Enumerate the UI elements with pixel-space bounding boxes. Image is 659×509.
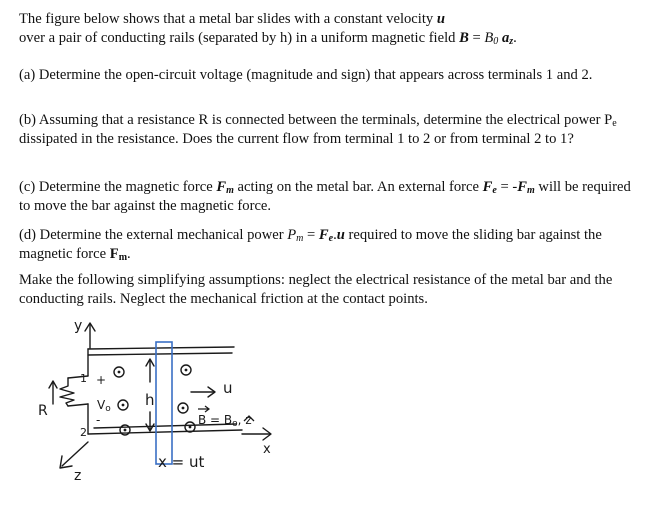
field-equation-subscript: o bbox=[232, 419, 238, 429]
field-dot-center-4 bbox=[185, 369, 188, 372]
field-magnitude-subscript: 0 bbox=[493, 36, 499, 47]
part-b-text-1: (b) Assuming that a resistance R is connected between the terminals, determine the electrical power P bbox=[19, 112, 613, 128]
part-c-paragraph bbox=[19, 178, 644, 216]
z-axis-label: z bbox=[74, 468, 82, 484]
field-dot-center-5 bbox=[182, 407, 185, 410]
field-symbol: B bbox=[459, 30, 469, 46]
field-dot-center-6 bbox=[189, 426, 192, 429]
dot-product: . bbox=[333, 227, 337, 243]
field-dot-center-2 bbox=[122, 404, 125, 407]
velocity-symbol-d: u bbox=[336, 227, 345, 243]
resistor-label: R bbox=[38, 403, 48, 419]
intro-period: . bbox=[513, 30, 517, 46]
part-d-equals: = bbox=[303, 227, 319, 243]
top-rail-outer bbox=[88, 347, 234, 349]
field-equation-comma: , bbox=[237, 413, 246, 427]
sliding-bar-figure bbox=[18, 312, 288, 502]
magnetic-force-subscript: m bbox=[226, 185, 234, 196]
terminal-2-label: 2 bbox=[80, 426, 87, 439]
part-b-paragraph bbox=[19, 111, 644, 149]
magnetic-force-symbol-d: F bbox=[109, 246, 119, 262]
top-rail-inner bbox=[88, 353, 232, 355]
field-dot-center-3 bbox=[124, 429, 127, 432]
external-force-subscript: e bbox=[492, 185, 497, 196]
part-a-text: (a) Determine the open-circuit voltage (magnitude and sign) that appears across terminals 1 and 2. bbox=[19, 67, 593, 83]
intro-text-2: over a pair of conducting rails (separated by h) in a uniform magnetic field bbox=[19, 30, 460, 46]
external-force-symbol: F bbox=[482, 179, 493, 195]
intro-equals: = bbox=[468, 30, 485, 46]
mech-power-subscript: m bbox=[296, 233, 304, 244]
part-c-text-1: (c) Determine the magnetic force bbox=[19, 179, 217, 195]
figure-svg bbox=[18, 312, 288, 502]
magnetic-force-subscript-d: m bbox=[118, 252, 128, 263]
power-subscript: e bbox=[612, 118, 617, 129]
field-equation-label bbox=[198, 413, 252, 429]
mech-power-symbol: P bbox=[287, 227, 297, 243]
part-d-text-2: required to move the sliding bar against the magnetic force bbox=[19, 227, 602, 262]
terminal-1-label: 1 bbox=[80, 372, 87, 385]
part-b-text-2: dissipated in the resistance. Does the current flow from terminal 1 to 2 or from terminal 2 to 1? bbox=[19, 131, 574, 147]
field-direction-label: z bbox=[245, 413, 252, 427]
voltage-label bbox=[97, 398, 111, 414]
sliding-metal-bar bbox=[156, 342, 172, 464]
terminal-2-lead bbox=[68, 404, 88, 406]
assumptions-text: Make the following simplifying assumptions: neglect the electrical resistance of the metal bar and the conducting rails. Neglect the mechanical friction at the contact points. bbox=[19, 272, 613, 307]
magnetic-force-subscript-2: m bbox=[526, 185, 535, 196]
resistor-zigzag bbox=[60, 378, 74, 406]
part-c-equals: = - bbox=[496, 179, 518, 195]
part-d-paragraph bbox=[19, 226, 644, 264]
y-axis-label: y bbox=[74, 318, 83, 334]
voltage-plus-sign: + bbox=[96, 373, 107, 387]
assumptions-paragraph bbox=[19, 271, 644, 309]
voltage-subscript: o bbox=[105, 404, 111, 414]
intro-text-1: The figure below shows that a metal bar slides with a constant velocity bbox=[19, 11, 437, 27]
voltage-symbol: V bbox=[97, 398, 106, 412]
intro-paragraph bbox=[19, 10, 644, 48]
magnetic-force-symbol-2: F bbox=[517, 179, 527, 195]
external-force-subscript-d: e bbox=[328, 233, 334, 244]
x-axis-label: x bbox=[263, 442, 271, 457]
field-magnitude-symbol: B bbox=[484, 30, 494, 46]
z-axis-line bbox=[62, 442, 88, 466]
part-d-text-1: (d) Determine the external mechanical power bbox=[19, 227, 288, 243]
voltage-minus-sign: - bbox=[96, 413, 101, 427]
bottom-rail-outer bbox=[88, 430, 242, 434]
external-force-symbol-d: F bbox=[318, 227, 329, 243]
field-equation-text: B = B bbox=[198, 413, 233, 427]
b-vector-arrow bbox=[198, 406, 209, 412]
part-c-text-2: acting on the metal bar. An external force bbox=[233, 179, 483, 195]
unit-vector-symbol: a bbox=[501, 30, 510, 46]
height-label: h bbox=[145, 391, 155, 409]
position-label: x = ut bbox=[158, 453, 205, 471]
part-a-paragraph bbox=[19, 66, 644, 85]
velocity-symbol: u bbox=[436, 11, 445, 27]
part-d-period: . bbox=[127, 246, 131, 262]
velocity-label: u bbox=[223, 379, 233, 397]
magnetic-force-symbol: F bbox=[216, 179, 227, 195]
part-c-text-3: will be required to move the bar against the magnetic force. bbox=[19, 179, 631, 214]
field-dot-center-1 bbox=[118, 371, 121, 374]
unit-vector-subscript: z bbox=[509, 36, 514, 47]
